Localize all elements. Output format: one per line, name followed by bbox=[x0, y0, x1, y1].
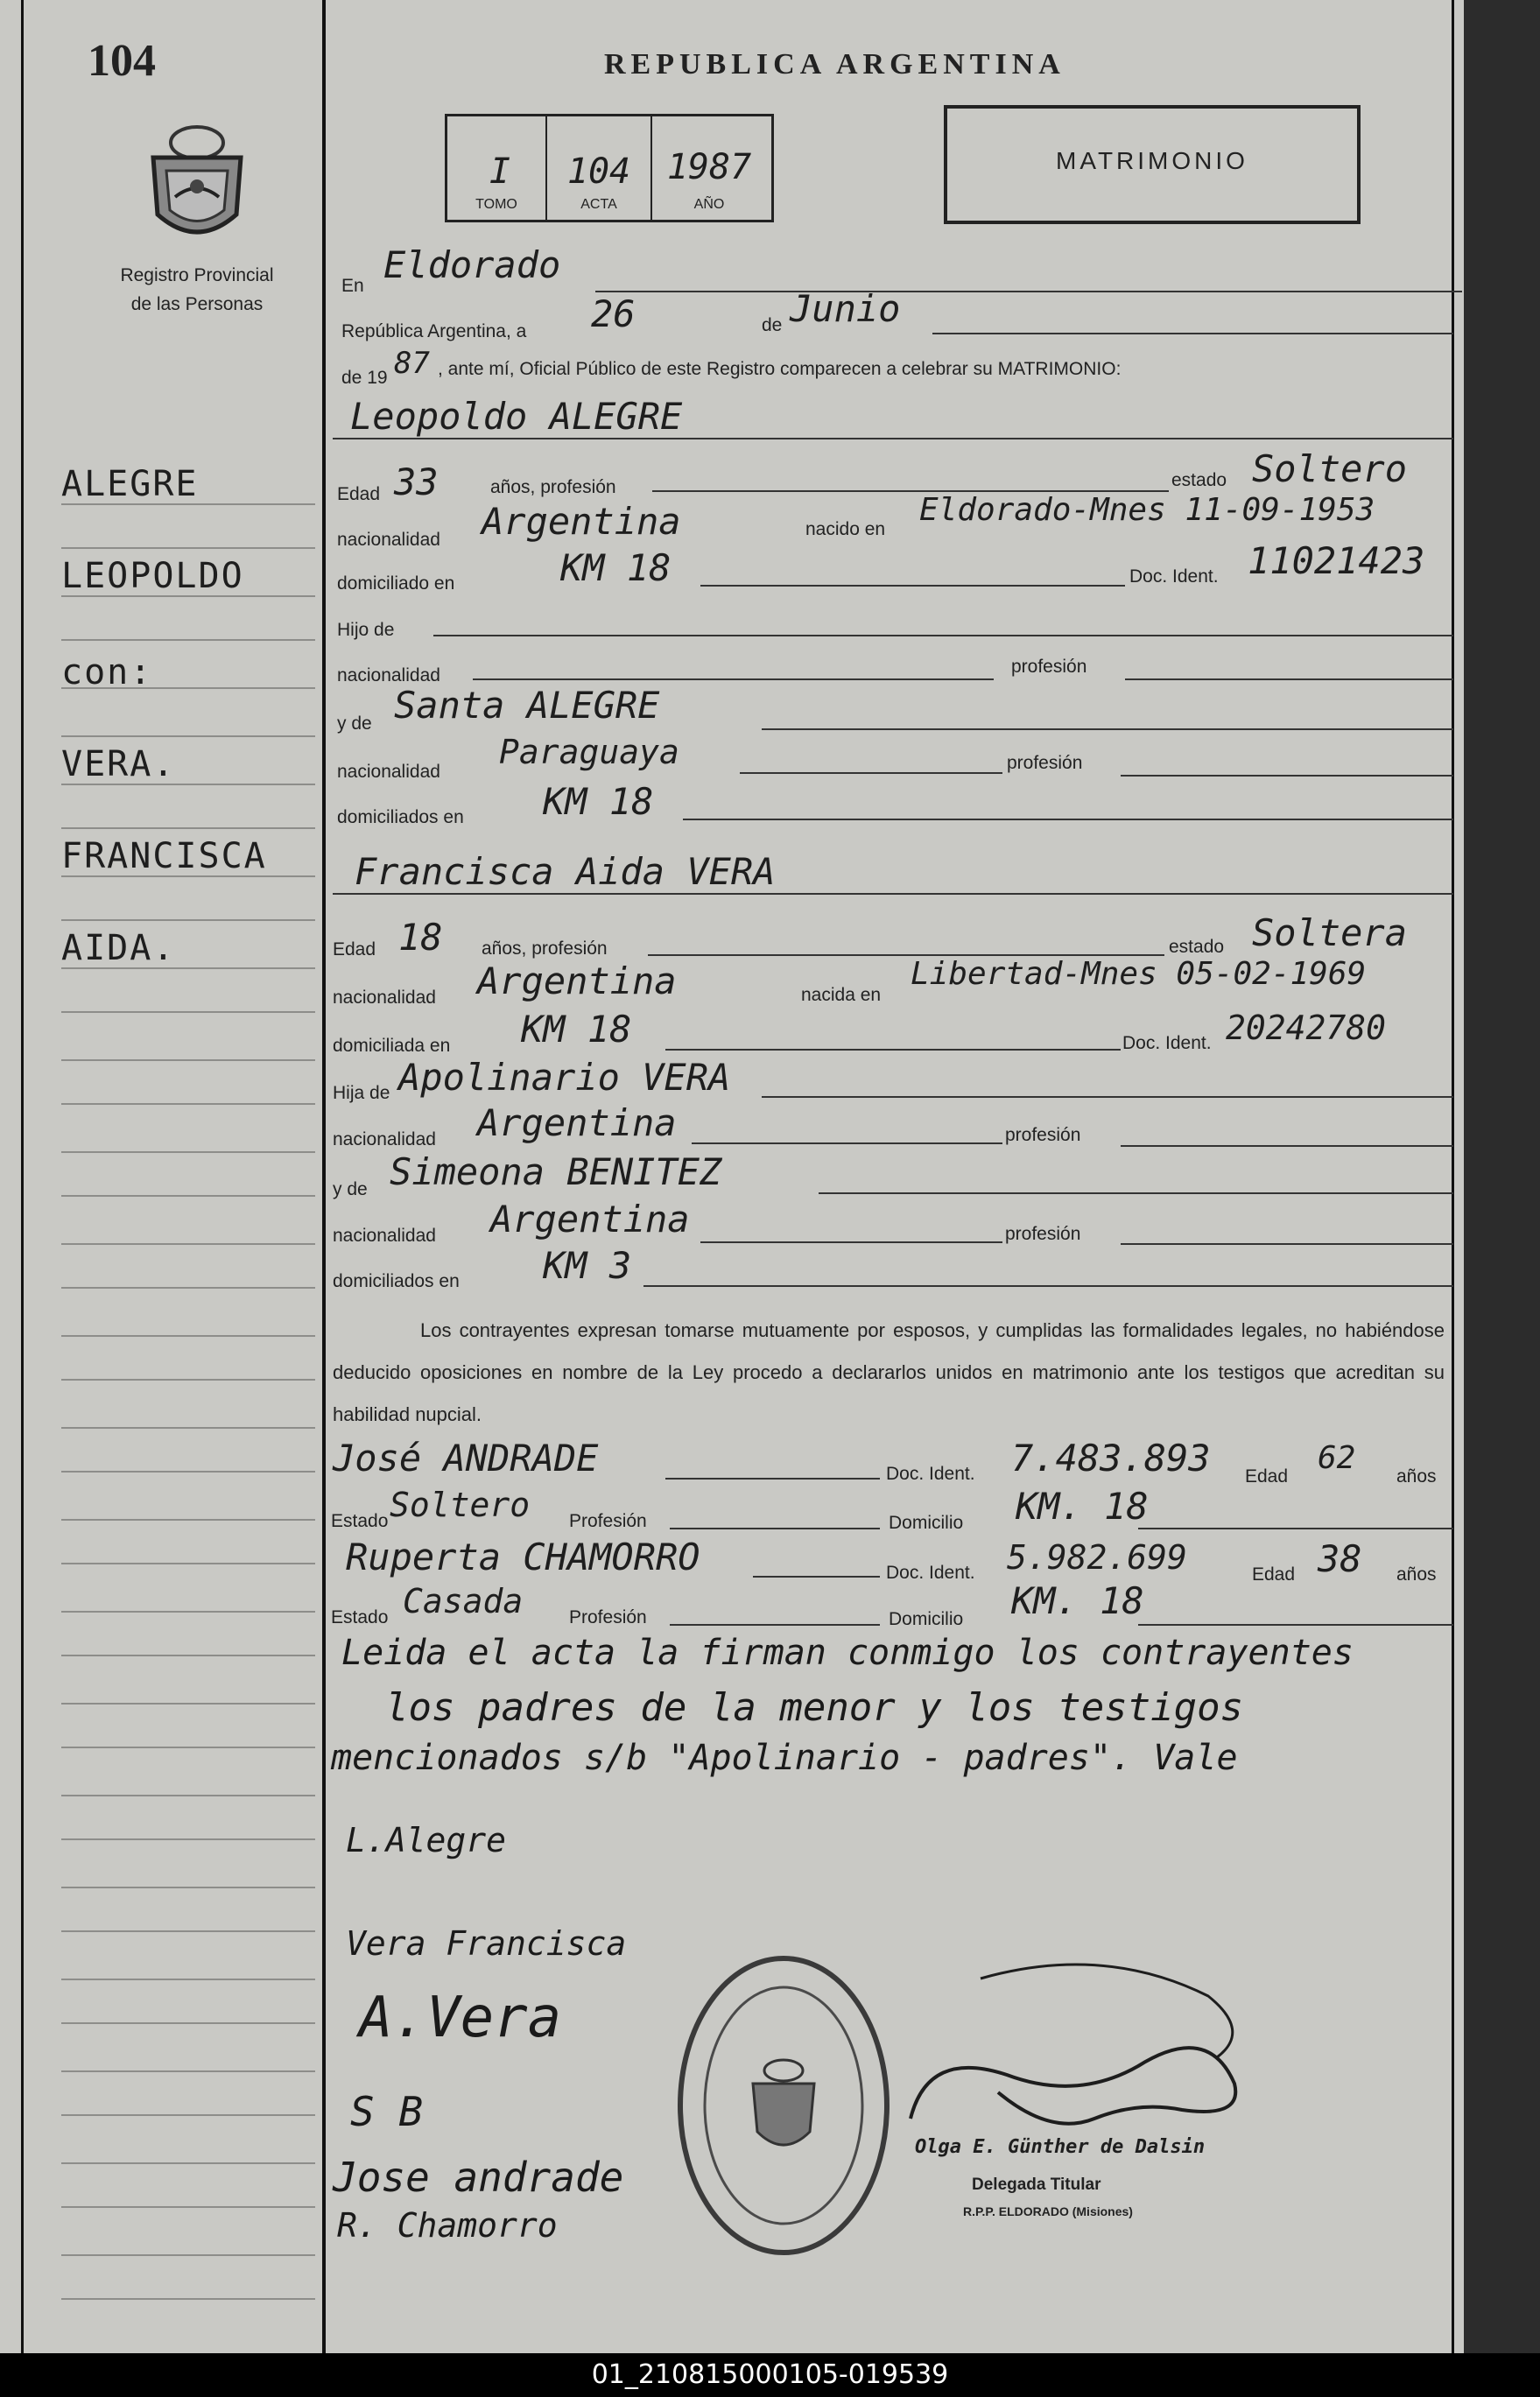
witness2-estado-label: Estado bbox=[331, 1607, 389, 1627]
groom-doc: 11021423 bbox=[1248, 539, 1425, 582]
groom-mother-prefix: y de bbox=[337, 713, 372, 734]
record-number-box bbox=[445, 114, 774, 222]
witness2-age-label: Edad bbox=[1252, 1564, 1296, 1585]
bride-nationality: Argentina bbox=[477, 960, 677, 1002]
act-type: MATRIMONIO bbox=[1056, 147, 1248, 174]
bride-doc-label: Doc. Ident. bbox=[1122, 1033, 1212, 1053]
day-value: 26 bbox=[591, 292, 636, 335]
declaration-text: Los contrayentes expresan tomarse mutuamente por esposos, y cumplidas las formalidades legales, no habiéndose deducido oposiciones en nombre de la Ley procedo a declararlos unidos en matrimonio ante los testigos que acreditan su habilidad nupcial. bbox=[333, 1319, 1445, 1425]
signature-mother: S B bbox=[350, 2088, 424, 2135]
bride-parents-domicile: KM 3 bbox=[543, 1244, 632, 1287]
bride-father-nationality: Argentina bbox=[477, 1101, 677, 1144]
en-label: En bbox=[341, 276, 364, 296]
bride-nationality-label: nacionalidad bbox=[333, 988, 436, 1008]
bride-father: Apolinario VERA bbox=[398, 1056, 731, 1099]
country-title: REPUBLICA ARGENTINA bbox=[604, 48, 1065, 81]
witness1-domicile-label: Domicilio bbox=[889, 1513, 964, 1533]
witness1-estado-label: Estado bbox=[331, 1511, 389, 1531]
groom-domicile-label: domiciliado en bbox=[337, 573, 455, 594]
bride-estado: Soltera bbox=[1252, 911, 1408, 954]
signature-witness1: Jose andrade bbox=[333, 2154, 624, 2201]
bride-mother-prof-label: profesión bbox=[1005, 1224, 1081, 1244]
place-value: Eldorado bbox=[383, 243, 561, 286]
margin-con: con: bbox=[61, 652, 153, 692]
de-label: de bbox=[762, 315, 783, 335]
groom-estado: Soltero bbox=[1252, 447, 1408, 490]
official-title: Delegada Titular bbox=[972, 2176, 1101, 2194]
month-value: Junio bbox=[790, 287, 901, 330]
witness1-doc-label: Doc. Ident. bbox=[886, 1464, 975, 1484]
intro-statement: , ante mí, Oficial Público de este Registro comparecen a celebrar su MATRIMONIO: bbox=[438, 359, 1122, 379]
witness1-name: José ANDRADE bbox=[333, 1437, 599, 1480]
witness2-age: 38 bbox=[1318, 1537, 1362, 1580]
groom-father-prof-label: profesión bbox=[1011, 657, 1087, 677]
bride-age-label: Edad bbox=[333, 939, 376, 960]
groom-estado-label: estado bbox=[1171, 470, 1227, 490]
witness1-years-label: años bbox=[1396, 1466, 1437, 1487]
witness1-estado: Soltero bbox=[390, 1486, 531, 1524]
bride-age: 18 bbox=[398, 916, 443, 959]
ano-value: 1987 bbox=[666, 147, 752, 187]
bride-domicile: KM 18 bbox=[521, 1008, 632, 1051]
margin-surname-groom: ALEGRE bbox=[61, 464, 199, 504]
registry-label bbox=[88, 261, 306, 319]
official-office: R.P.P. ELDORADO (Misiones) bbox=[963, 2204, 1133, 2218]
image-caption: 01_210815000105-019539 bbox=[0, 2353, 1540, 2397]
acta-label: ACTA bbox=[580, 197, 617, 212]
groom-father-nationality-label: nacionalidad bbox=[337, 665, 440, 685]
witness2-years-label: años bbox=[1396, 1564, 1437, 1585]
signature-father: A.Vera bbox=[359, 1986, 562, 2050]
bride-domicile-label: domiciliada en bbox=[333, 1036, 451, 1056]
margin-divider bbox=[322, 0, 326, 2353]
witness2-domicile: KM. 18 bbox=[1011, 1579, 1144, 1622]
groom-mother: Santa ALEGRE bbox=[394, 684, 660, 727]
bride-born-label: nacida en bbox=[801, 985, 882, 1005]
act-type-box bbox=[944, 105, 1361, 224]
signature-groom: L.Alegre bbox=[346, 1821, 507, 1859]
witness2-domicile-label: Domicilio bbox=[889, 1609, 964, 1629]
groom-years-label: años, profesión bbox=[490, 477, 616, 497]
bride-name: Francisca Aida VERA bbox=[355, 850, 776, 893]
groom-nationality-label: nacionalidad bbox=[337, 530, 440, 550]
groom-age: 33 bbox=[394, 460, 439, 503]
bride-father-prof-label: profesión bbox=[1005, 1125, 1081, 1145]
right-border bbox=[1452, 0, 1454, 2353]
registry-line1: Registro Provincial bbox=[120, 265, 274, 285]
bride-estado-label: estado bbox=[1169, 937, 1225, 957]
margin-given-bride: FRANCISCA bbox=[61, 836, 267, 876]
coat-of-arms-icon bbox=[140, 118, 254, 250]
tomo-label: TOMO bbox=[475, 197, 517, 212]
groom-doc-label: Doc. Ident. bbox=[1129, 566, 1219, 587]
registry-line2: de las Personas bbox=[130, 294, 264, 314]
witness2-doc: 5.982.699 bbox=[1007, 1538, 1187, 1577]
groom-mother-nationality: Paraguaya bbox=[499, 733, 679, 771]
note-line-3: mencionados s/b "Apolinario - padres". Vale bbox=[331, 1738, 1238, 1778]
page-edge bbox=[1464, 0, 1540, 2353]
witness2-name: Ruperta CHAMORRO bbox=[346, 1536, 700, 1578]
note-line-1: Leida el acta la firman conmigo los contrayentes bbox=[341, 1633, 1354, 1673]
bride-mother-prefix: y de bbox=[333, 1179, 368, 1199]
official-name: Olga E. Günther de Dalsin bbox=[915, 2136, 1206, 2158]
page-number: 104 bbox=[88, 36, 156, 86]
bride-birthplace: Libertad-Mnes 05-02-1969 bbox=[911, 956, 1367, 992]
witness1-doc: 7.483.893 bbox=[1011, 1437, 1211, 1480]
signature-witness2: R. Chamorro bbox=[337, 2206, 558, 2245]
bride-doc: 20242780 bbox=[1226, 1009, 1387, 1047]
witness1-age: 62 bbox=[1318, 1440, 1356, 1476]
groom-name: Leopoldo ALEGRE bbox=[350, 395, 683, 438]
groom-son-of-label: Hijo de bbox=[337, 620, 395, 640]
signature-bride: Vera Francisca bbox=[346, 1924, 627, 1963]
witness1-domicile: KM. 18 bbox=[1016, 1485, 1149, 1528]
year-suffix: 87 bbox=[394, 346, 430, 381]
bride-years-label: años, profesión bbox=[482, 938, 608, 959]
witness1-prof-label: Profesión bbox=[569, 1511, 647, 1531]
groom-domicile: KM 18 bbox=[560, 546, 672, 589]
acta-value: 104 bbox=[566, 151, 631, 192]
margin-surname-bride: VERA. bbox=[61, 744, 176, 784]
republic-label: República Argentina, a bbox=[341, 321, 527, 341]
groom-mother-nationality-label: nacionalidad bbox=[337, 762, 440, 782]
margin-second-bride: AIDA. bbox=[61, 928, 176, 968]
bride-father-nationality-label: nacionalidad bbox=[333, 1129, 436, 1149]
bride-parents-domicile-label: domiciliados en bbox=[333, 1271, 460, 1291]
groom-mother-prof-label: profesión bbox=[1007, 753, 1083, 773]
groom-nationality: Argentina bbox=[482, 500, 681, 543]
ano-label: AÑO bbox=[693, 197, 725, 212]
bride-mother-nationality: Argentina bbox=[490, 1198, 690, 1241]
groom-age-label: Edad bbox=[337, 484, 381, 504]
official-seal-icon bbox=[674, 1952, 893, 2259]
left-border bbox=[21, 0, 24, 2353]
witness2-estado: Casada bbox=[403, 1582, 524, 1620]
tomo-value: I bbox=[489, 151, 511, 192]
witness2-prof-label: Profesión bbox=[569, 1607, 647, 1627]
groom-born-label: nacido en bbox=[805, 519, 886, 539]
groom-parents-domicile: KM 18 bbox=[543, 780, 654, 823]
groom-parents-domicile-label: domiciliados en bbox=[337, 807, 464, 827]
year-prefix: de 19 bbox=[341, 368, 388, 388]
margin-given-groom: LEOPOLDO bbox=[61, 556, 244, 596]
bride-mother: Simeona BENITEZ bbox=[390, 1150, 722, 1193]
note-line-2: los padres de la menor y los testigos bbox=[385, 1685, 1244, 1730]
groom-birthplace: Eldorado-Mnes 11-09-1953 bbox=[919, 492, 1375, 528]
bride-mother-nationality-label: nacionalidad bbox=[333, 1226, 436, 1246]
witness1-age-label: Edad bbox=[1245, 1466, 1289, 1487]
bride-daughter-of-label: Hija de bbox=[333, 1083, 390, 1103]
witness2-doc-label: Doc. Ident. bbox=[886, 1563, 975, 1583]
